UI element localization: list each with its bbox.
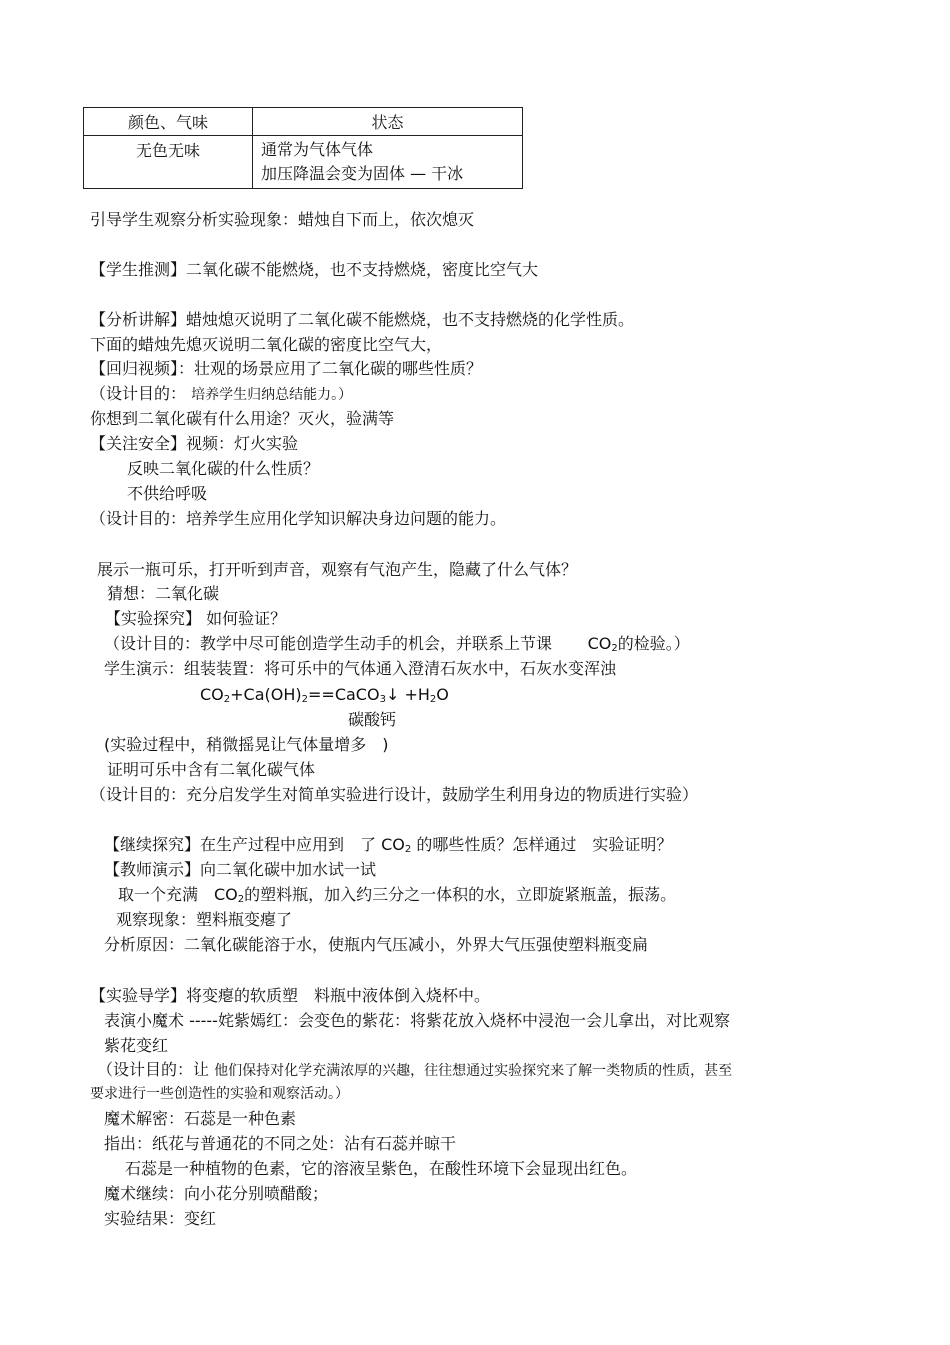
text-line: 你想到二氧化碳有什么用途？灭火，验满等 [90, 409, 395, 428]
text-line: 表演小魔术 -----姹紫嫣红：会变色的紫花：将紫花放入烧杯中浸泡一会儿拿出，对比观察 [104, 1011, 730, 1030]
state-line-1: 通常为气体气体 [261, 140, 374, 159]
header-state: 状态 [253, 108, 523, 136]
subscript: 2 [223, 694, 231, 705]
text-line [118, 884, 676, 911]
text-line: （设计目的：充分启发学生对简单实验进行设计，鼓励学生利用身边的物质进行实验） [90, 785, 699, 804]
text-line: 【实验导学】将变瘪的软质塑 料瓶中液体倒入烧杯中。 [90, 986, 491, 1005]
text-span: 他们保持对化学充满浓厚的兴趣，往往想通过实验探究来了解一类物质的性质，甚至 [214, 1063, 733, 1079]
text-span: O [436, 685, 449, 704]
text-line: 学生演示：组装装置：将可乐中的气体通入澄清石灰水中，石灰水变浑浊 [104, 659, 617, 678]
text-line: （设计目的：培养学生应用化学知识解决身边问题的能力。 [90, 509, 507, 528]
text-line: 石蕊是一种植物的色素，它的溶液呈紫色，在酸性环境下会显现出红色。 [125, 1159, 638, 1178]
text-line: 引导学生观察分析实验现象：蜡烛自下而上，依次熄灭 [90, 210, 475, 229]
text-line: 【分析讲解】蜡烛熄灭说明了二氧化碳不能燃烧，也不支持燃烧的化学性质。 [90, 310, 635, 329]
text-line: 碳酸钙 [348, 710, 397, 729]
text-span: +Ca(OH) [230, 685, 302, 704]
text-line [104, 633, 690, 660]
text-line: 【教师演示】向二氧化碳中加水试一试 [104, 860, 377, 879]
text-span: 的塑料瓶，加入约三分之一体积的水，立即旋紧瓶盖，振荡。 [244, 885, 677, 904]
text-line: (实验过程中，稍微摇晃让气体量增多 ) [104, 735, 389, 754]
co2-formula: CO [587, 634, 612, 653]
text-span: 培养学生归纳总结能力。） [191, 387, 353, 403]
text-span: 的检验。） [617, 634, 690, 653]
text-line: 实验结果：变红 [104, 1209, 217, 1228]
text-line: 【关注安全】视频：灯火实验 [90, 434, 299, 453]
text-line: 要求进行一些创造性的实验和观察活动。） [90, 1086, 349, 1102]
table-header-row [84, 108, 523, 136]
text-line [90, 383, 352, 406]
cell-state [253, 136, 523, 189]
text-line: 猜想：二氧化碳 [107, 584, 220, 603]
text-span: 取一个充满 CO [118, 885, 238, 904]
cell-color-smell: 无色无味 [84, 136, 253, 189]
state-line-2: 加压降温会变为固体 — 干冰 [261, 164, 464, 183]
table-row [84, 136, 523, 189]
text-line: 证明可乐中含有二氧化碳气体 [107, 760, 316, 779]
subscript: 2 [404, 844, 412, 855]
text-span: CO [200, 685, 224, 704]
text-line: 反映二氧化碳的什么性质？ [127, 459, 320, 478]
text-span: （设计目的： [90, 384, 187, 403]
header-color-smell: 颜色、气味 [84, 108, 253, 136]
subscript: 3 [379, 694, 386, 705]
co2-formula: CO [381, 835, 405, 854]
text-line [97, 1059, 732, 1082]
text-line: 紫花变红 [104, 1036, 169, 1055]
text-span: ↓ +H [385, 685, 430, 704]
text-line: 【回归视频】：壮观的场景应用了二氧化碳的哪些性质？ [90, 359, 483, 378]
text-span: 【继续探究】在生产过程中应用到 了 [104, 835, 377, 854]
text-line: 【实验探究】 如何验证？ [105, 609, 287, 628]
text-line: 展示一瓶可乐，打开听到声音，观察有气泡产生，隐藏了什么气体？ [97, 560, 578, 579]
text-line [104, 834, 672, 861]
text-line: 指出：纸花与普通花的不同之处：沾有石蕊并晾干 [104, 1134, 457, 1153]
text-span: （设计目的：让 [97, 1060, 210, 1079]
subscript: 2 [237, 894, 245, 905]
text-line: 魔术继续：向小花分别喷醋酸； [104, 1184, 329, 1203]
subscript: 2 [429, 694, 437, 705]
text-line: 观察现象：塑料瓶变瘪了 [116, 910, 293, 929]
text-span: 的哪些性质？怎样通过 实验证明？ [416, 835, 673, 854]
co2-properties-table [83, 107, 523, 189]
text-line: 下面的蜡烛先熄灭说明二氧化碳的密度比空气大， [90, 335, 443, 354]
text-span: （设计目的：教学中尽可能创造学生动手的机会，并联系上节课 [104, 634, 553, 653]
text-line: 不供给呼吸 [127, 484, 208, 503]
text-span: ==CaCO [308, 685, 380, 704]
chemical-equation [200, 684, 449, 711]
subscript: 2 [611, 643, 618, 654]
text-line: 魔术解密：石蕊是一种色素 [104, 1109, 297, 1128]
text-line: 分析原因：二氧化碳能溶于水，使瓶内气压减小，外界大气压强使塑料瓶变扁 [104, 935, 649, 954]
subscript: 2 [301, 694, 309, 705]
text-line: 【学生推测】二氧化碳不能燃烧，也不支持燃烧，密度比空气大 [90, 260, 539, 279]
